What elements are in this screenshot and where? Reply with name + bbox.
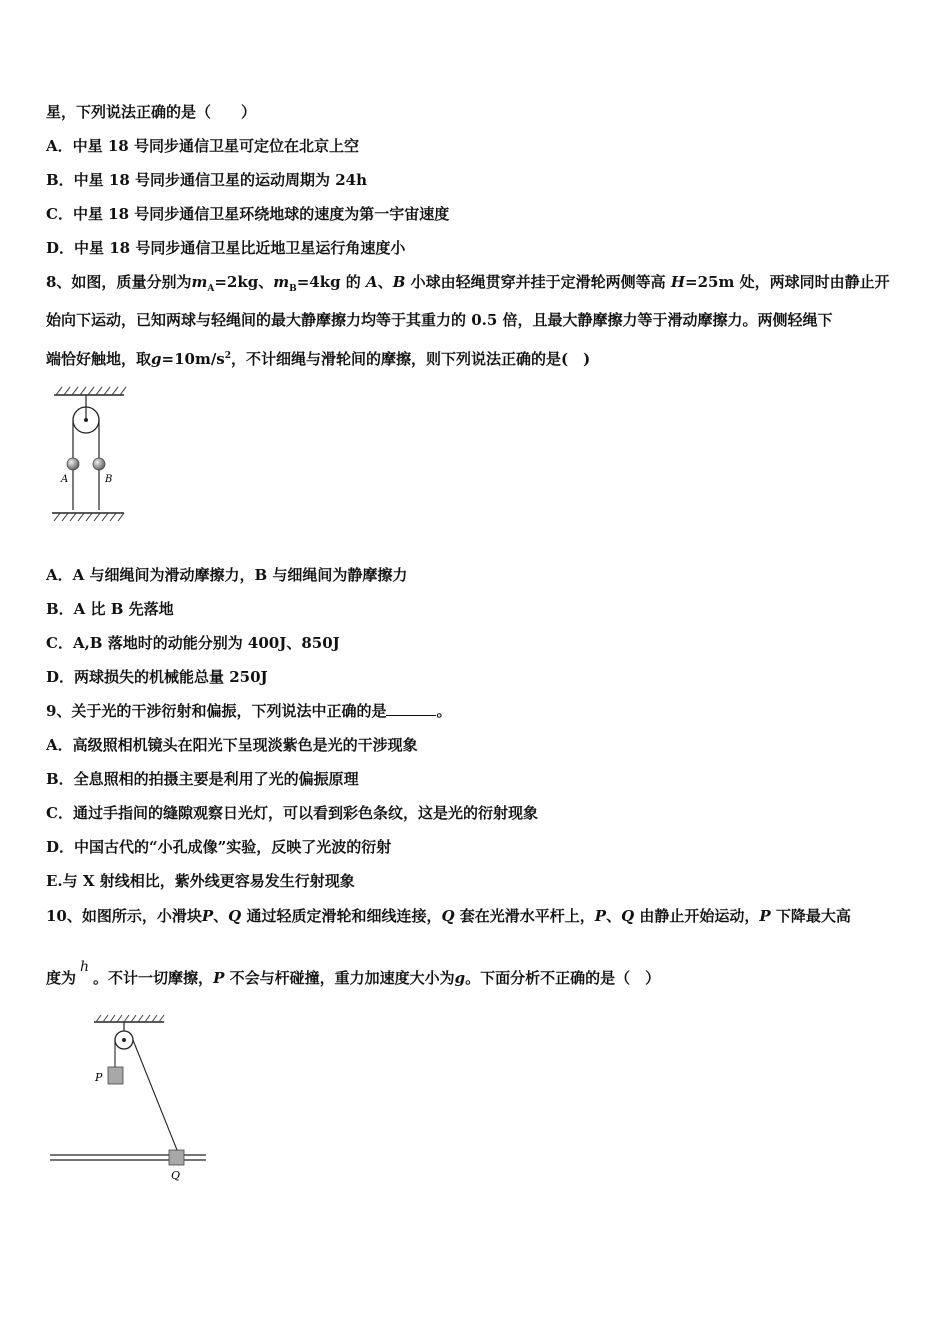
ceiling-hatch xyxy=(96,1015,164,1022)
q7-stem-tail: 星，下列说法正确的是（ ） xyxy=(46,103,257,121)
q8-stem-line-1: 8、如图，质量分别为$m_A=2kg$、$m_B=4kg$ 的 A、B 小球由轻绳贯穿并挂于定滑轮两侧等高 H=25m 处，两球同时由静止开 xyxy=(46,273,890,294)
label-p: P xyxy=(95,1071,103,1084)
ground-hatch xyxy=(54,513,124,521)
ball-a xyxy=(67,458,79,470)
label-a: A xyxy=(61,474,69,485)
q8-option-d: D．两球损失的机械能总量 250J xyxy=(46,668,268,686)
answer-blank xyxy=(386,701,436,716)
q7-option-b: B．中星 18 号同步通信卫星的运动周期为 24h xyxy=(46,171,368,189)
q8-option-b: B．A 比 B 先落地 xyxy=(46,600,174,618)
q9-option-d: D．中国古代的“小孔成像”实验，反映了光波的衍射 xyxy=(46,838,392,856)
ceiling-hatch xyxy=(56,387,126,395)
q9-option-e: E.与 X 射线相比，紫外线更容易发生行射现象 xyxy=(46,872,355,890)
q9-stem: 9、关于光的干涉衍射和偏振，下列说法中正确的是 。 xyxy=(46,702,452,720)
pulley-axle xyxy=(84,418,88,422)
q7-option-a: A．中星 18 号同步通信卫星可定位在北京上空 xyxy=(46,137,359,155)
string-to-q xyxy=(133,1040,177,1150)
block-q xyxy=(169,1150,184,1165)
q10-stem-line-2: 度为h。不计一切摩擦，P 不会与杆碰撞，重力加速度大小为g。下面分析不正确的是（ ） xyxy=(46,959,661,987)
q8-option-c: C．A,B 落地时的动能分别为 400J、850J xyxy=(46,634,340,652)
q9-option-c: C．通过手指间的缝隙观察日光灯，可以看到彩色条纹，这是光的衍射现象 xyxy=(46,804,538,822)
label-b: B xyxy=(105,474,113,485)
q8-pulley-figure xyxy=(46,385,136,525)
q10-slider-figure xyxy=(46,1010,216,1190)
label-q: Q xyxy=(171,1169,181,1182)
block-p xyxy=(108,1067,123,1084)
q9-option-a: A．高级照相机镜头在阳光下呈现淡紫色是光的干涉现象 xyxy=(46,736,418,754)
q7-option-d: D．中星 18 号同步通信卫星比近地卫星运行角速度小 xyxy=(46,239,406,257)
pulley-axle xyxy=(122,1038,126,1042)
ball-b xyxy=(93,458,105,470)
q9-option-b: B．全息照相的拍摄主要是利用了光的偏振原理 xyxy=(46,770,359,788)
q10-stem-line-1: 10、如图所示，小滑块P、Q 通过轻质定滑轮和细线连接，Q 套在光滑水平杆上，P、Q 由静止开始运动，P 下降最大高 xyxy=(46,907,851,925)
q8-option-a: A．A 与细绳间为滑动摩擦力，B 与细绳间为静摩擦力 xyxy=(46,566,408,584)
q7-option-c: C．中星 18 号同步通信卫星环绕地球的速度为第一宇宙速度 xyxy=(46,205,450,223)
q8-stem-line-3: 端恰好触地，取$g=10m/s^2$，不计细绳与滑轮间的摩擦，则下列说法正确的是( ) xyxy=(46,350,591,368)
q8-stem-line-2: 始向下运动，已知两球与轻绳间的最大静摩擦力均等于其重力的 0.5 倍，且最大静摩擦力等于滑动摩擦力。两侧轻绳下 xyxy=(46,311,833,329)
